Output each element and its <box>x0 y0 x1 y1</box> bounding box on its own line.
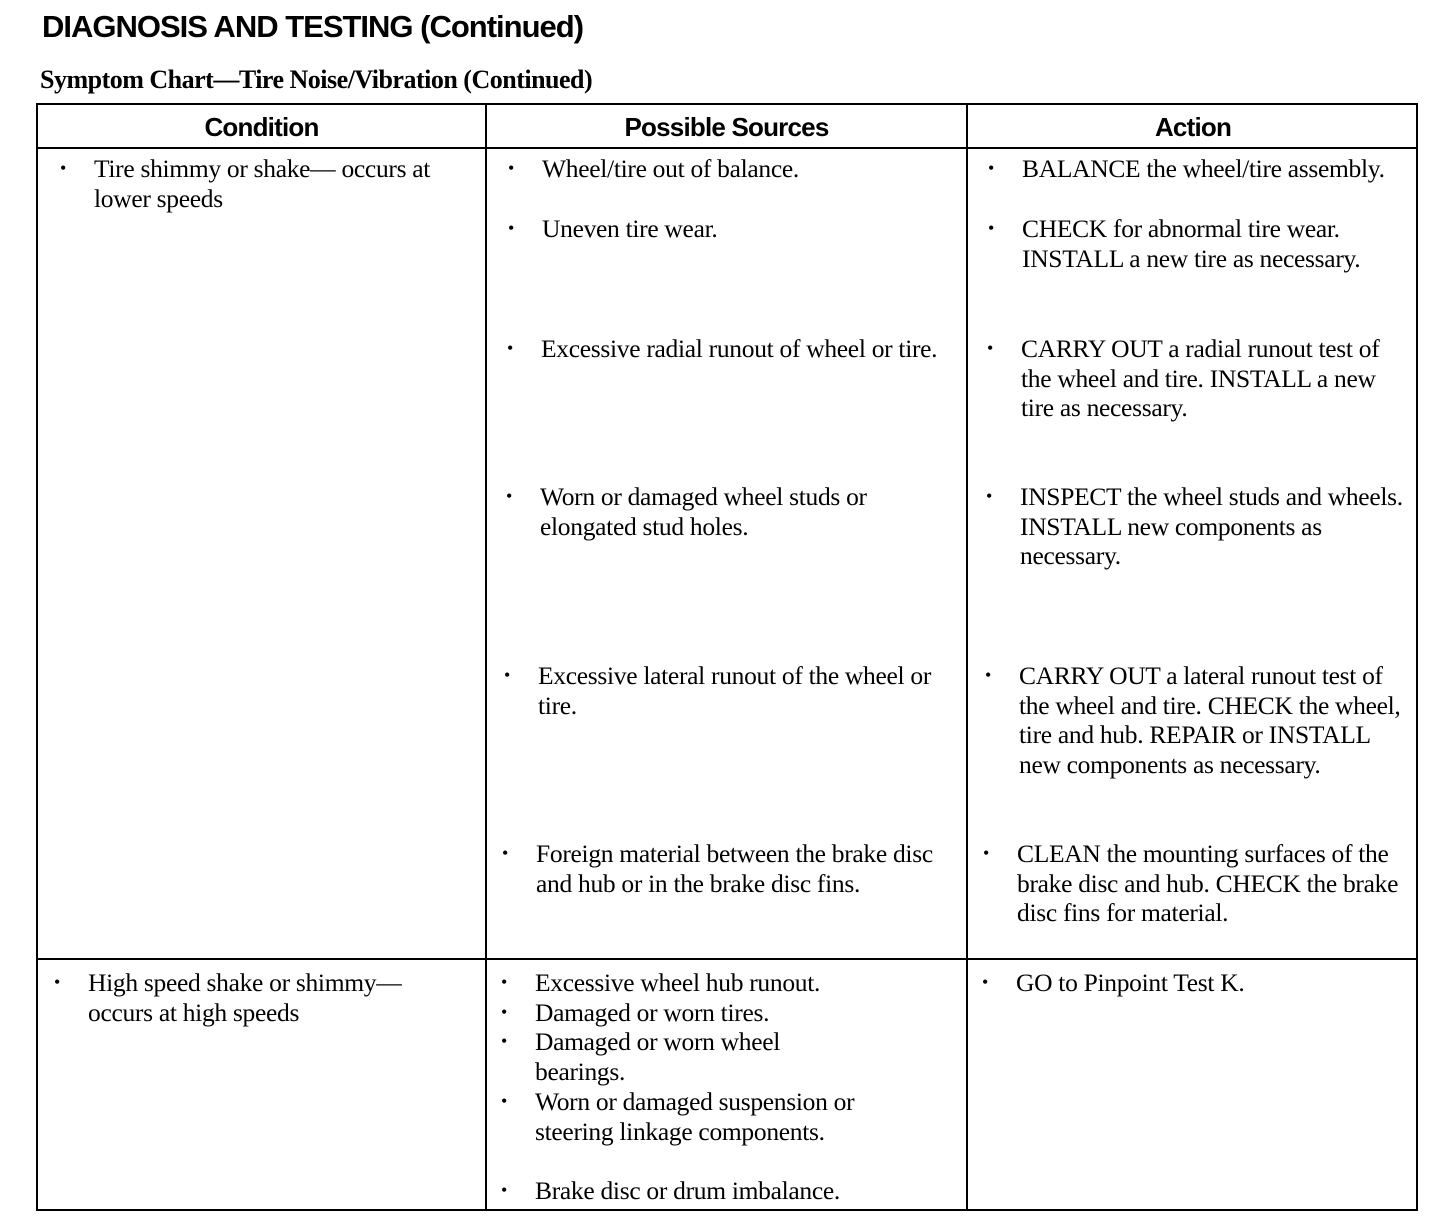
action-text: CLEAN the mounting surfaces of the brake disc and hub. CHECK the brake disc fins for material. <box>1017 839 1399 928</box>
source-item <box>508 154 942 184</box>
bullet-icon: • <box>504 665 511 685</box>
action-text: CARRY OUT a radial runout test of the wheel and tire. INSTALL a new tire as necessary. <box>1021 334 1380 423</box>
column-header-action: Action <box>1154 112 1232 142</box>
action-item <box>988 214 1402 273</box>
row-divider <box>38 958 1416 960</box>
bullet-icon: • <box>507 338 514 358</box>
bullet-icon: • <box>506 486 513 506</box>
bullet-icon: • <box>983 843 990 863</box>
bullet-icon: • <box>988 218 995 238</box>
bullet-icon: • <box>986 486 993 506</box>
action-text: GO to Pinpoint Test K. <box>1016 968 1245 997</box>
source-item <box>501 968 935 998</box>
column-header-condition: Condition <box>204 112 319 142</box>
action-text: CHECK for abnormal tire wear. INSTALL a new tire as necessary. <box>1022 214 1361 273</box>
bullet-icon: • <box>508 158 515 178</box>
action-item <box>982 968 1396 998</box>
bullet-icon: • <box>508 218 515 238</box>
source-item <box>504 661 943 720</box>
bullet-icon: • <box>501 1091 508 1111</box>
source-item <box>501 1176 945 1206</box>
bullet-icon: • <box>502 843 509 863</box>
condition-item <box>60 154 476 213</box>
source-item <box>508 214 942 244</box>
source-item <box>501 1087 905 1146</box>
action-item <box>987 334 1401 423</box>
action-item <box>988 154 1402 184</box>
column-header-possible-sources: Possible Sources <box>624 112 829 142</box>
symptom-chart-table <box>36 103 1418 1211</box>
source-text: Excessive wheel hub runout. <box>535 968 821 997</box>
source-text: Foreign material between the brake disc and hub or in the brake disc fins. <box>536 839 933 898</box>
action-item <box>985 661 1404 780</box>
source-text: Excessive lateral runout of the wheel or tire. <box>538 661 932 720</box>
source-text: Worn or damaged wheel studs or elongated stud holes. <box>540 482 867 541</box>
bullet-icon: • <box>501 1031 508 1051</box>
action-text: BALANCE the wheel/tire assembly. <box>1022 154 1385 183</box>
source-text: Worn or damaged suspension or steering linkage components. <box>535 1087 855 1146</box>
source-text: Damaged or worn tires. <box>535 998 770 1027</box>
condition-text: Tire shimmy or shake— occurs at lower speeds <box>94 154 431 213</box>
source-item <box>502 839 936 898</box>
bullet-icon: • <box>54 972 61 992</box>
bullet-icon: • <box>501 1002 508 1022</box>
page-title: DIAGNOSIS AND TESTING (Continued) <box>42 9 584 44</box>
condition-item <box>54 968 418 1027</box>
source-text: Wheel/tire out of balance. <box>542 154 799 183</box>
source-item <box>506 482 940 541</box>
action-text: CARRY OUT a lateral runout test of the wheel and tire. CHECK the wheel, tire and hub. REPAIR or INSTALL new components as necessary. <box>1019 661 1401 780</box>
column-divider-1 <box>485 105 487 1209</box>
bullet-icon: • <box>988 158 995 178</box>
column-divider-2 <box>966 105 968 1209</box>
source-item <box>507 334 941 364</box>
source-text: Uneven tire wear. <box>542 214 718 243</box>
bullet-icon: • <box>985 665 992 685</box>
bullet-icon: • <box>982 972 989 992</box>
condition-text: High speed shake or shimmy—occurs at high speeds <box>88 968 402 1027</box>
bullet-icon: • <box>60 158 67 178</box>
action-item <box>986 482 1405 571</box>
source-text: Damaged or worn wheel bearings. <box>535 1027 781 1086</box>
source-item <box>501 1027 855 1086</box>
source-text: Brake disc or drum imbalance. <box>535 1176 840 1205</box>
bullet-icon: • <box>501 1180 508 1200</box>
bullet-icon: • <box>987 338 994 358</box>
action-item <box>983 839 1405 928</box>
action-text: INSPECT the wheel studs and wheels. INSTALL new components as necessary. <box>1020 482 1403 571</box>
source-text: Excessive radial runout of wheel or tire. <box>541 334 938 363</box>
chart-subtitle: Symptom Chart—Tire Noise/Vibration (Continued) <box>40 65 593 94</box>
source-item <box>501 998 935 1028</box>
bullet-icon: • <box>501 972 508 992</box>
